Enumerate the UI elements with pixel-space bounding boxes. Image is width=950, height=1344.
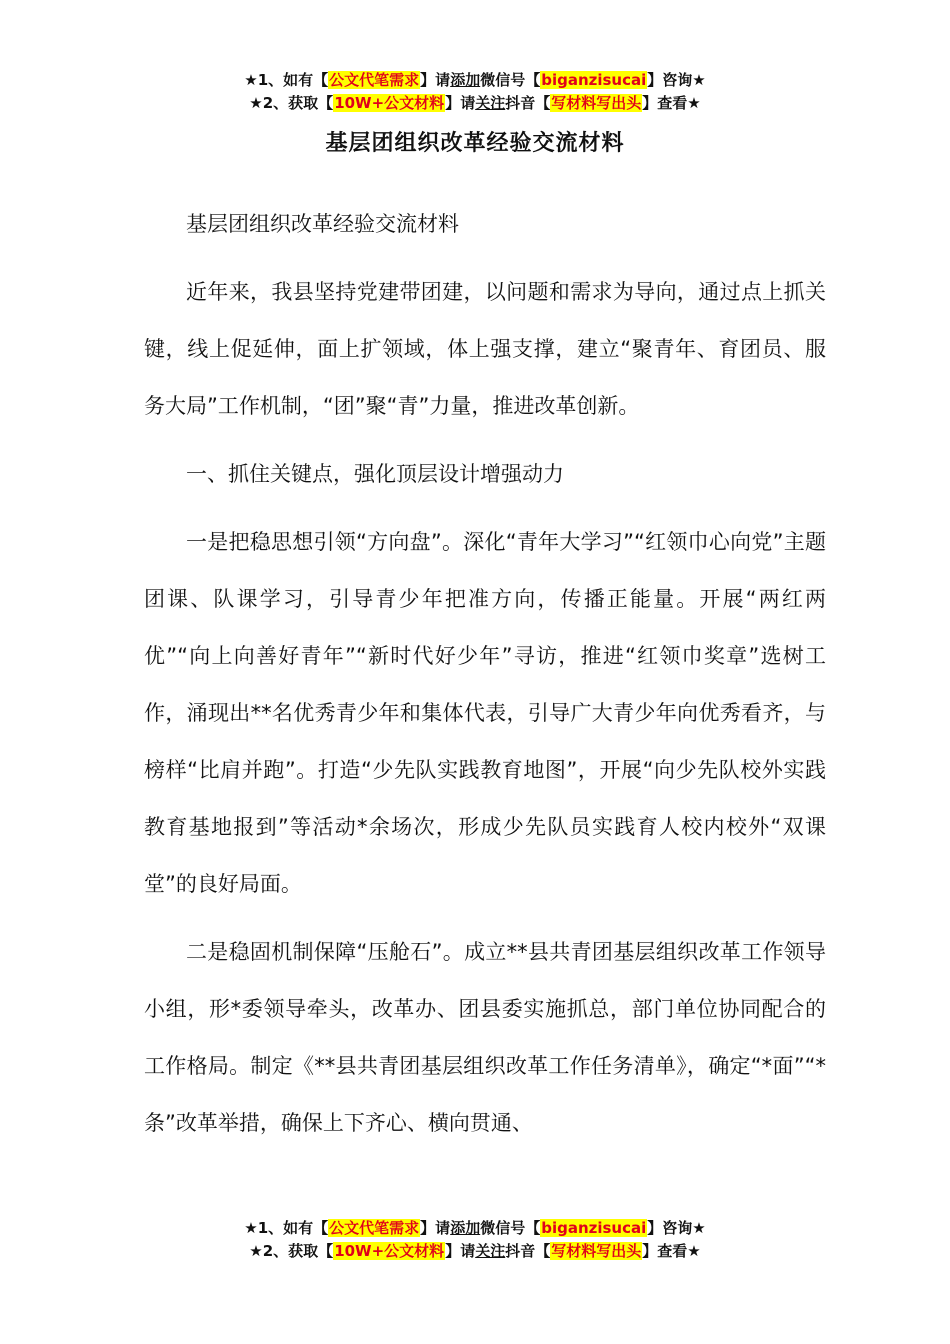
promo-line-1: ★1、如有【公文代笔需求】请添加微信号【biganzisucai】咨询★ — [244, 71, 706, 89]
highlight-materials: 10W+公文材料 — [334, 1242, 445, 1260]
section-heading-1: 一、抓住关键点，强化顶层设计增强动力 — [186, 462, 564, 486]
document-title: 基层团组织改革经验交流材料 — [325, 131, 625, 156]
body-subtitle: 基层团组织改革经验交流材料 — [186, 212, 459, 236]
highlight-douyin-account: 写材料写出头 — [551, 94, 642, 112]
promo-line-2: ★2、获取【10W+公文材料】请关注抖音【写材料写出头】查看★ — [249, 94, 701, 112]
body-paragraph-1: 一是把稳思想引领“方向盘”。深化“青年大学习”“红领巾心向党”主题团课、队课学习，引导青少年把准方向，传播正能量。开展“两红两优”“向上向善好青年”“新时代好少年”寻访，推进“红领巾奖章”选树工作，涌现出**名优秀青少年和集体代表，引导广大青少年向优秀看齐，与榜样“比肩并跑”。打造“少先队实践教育地图”，开展“向少先队校外实践教育基地报到”等活动*余场次，形成少先队员实践育人校内校外“双课堂”的良好局面。 — [144, 530, 826, 896]
body-paragraph-2: 二是稳固机制保障“压舱石”。成立**县共青团基层组织改革工作领导小组，形*委领导牵头，改革办、团县委实施抓总，部门单位协同配合的工作格局。制定《**县共青团基层组织改革工作任务清单》，确定“*面”“*条”改革举措，确保上下齐心、横向贯通、 — [144, 940, 826, 1135]
promo-line-1: ★1、如有【公文代笔需求】请添加微信号【biganzisucai】咨询★ — [244, 1219, 706, 1237]
promo-banner-top — [0, 69, 950, 115]
highlight-douyin-account: 写材料写出头 — [551, 1242, 642, 1260]
body-paragraph-intro: 近年来，我县坚持党建带团建，以问题和需求为导向，通过点上抓关键，线上促延伸，面上扩领域，体上强支撑，建立“聚青年、育团员、服务大局”工作机制，“团”聚“青”力量，推进改革创新。 — [144, 280, 826, 418]
highlight-wechat-id: biganzisucai — [541, 1219, 647, 1237]
highlight-service: 公文代笔需求 — [329, 1219, 420, 1237]
highlight-materials: 10W+公文材料 — [334, 94, 445, 112]
highlight-service: 公文代笔需求 — [329, 71, 420, 89]
document-body — [144, 196, 826, 1152]
promo-banner-bottom — [0, 1217, 950, 1263]
highlight-wechat-id: biganzisucai — [541, 71, 647, 89]
promo-line-2: ★2、获取【10W+公文材料】请关注抖音【写材料写出头】查看★ — [249, 1242, 701, 1260]
